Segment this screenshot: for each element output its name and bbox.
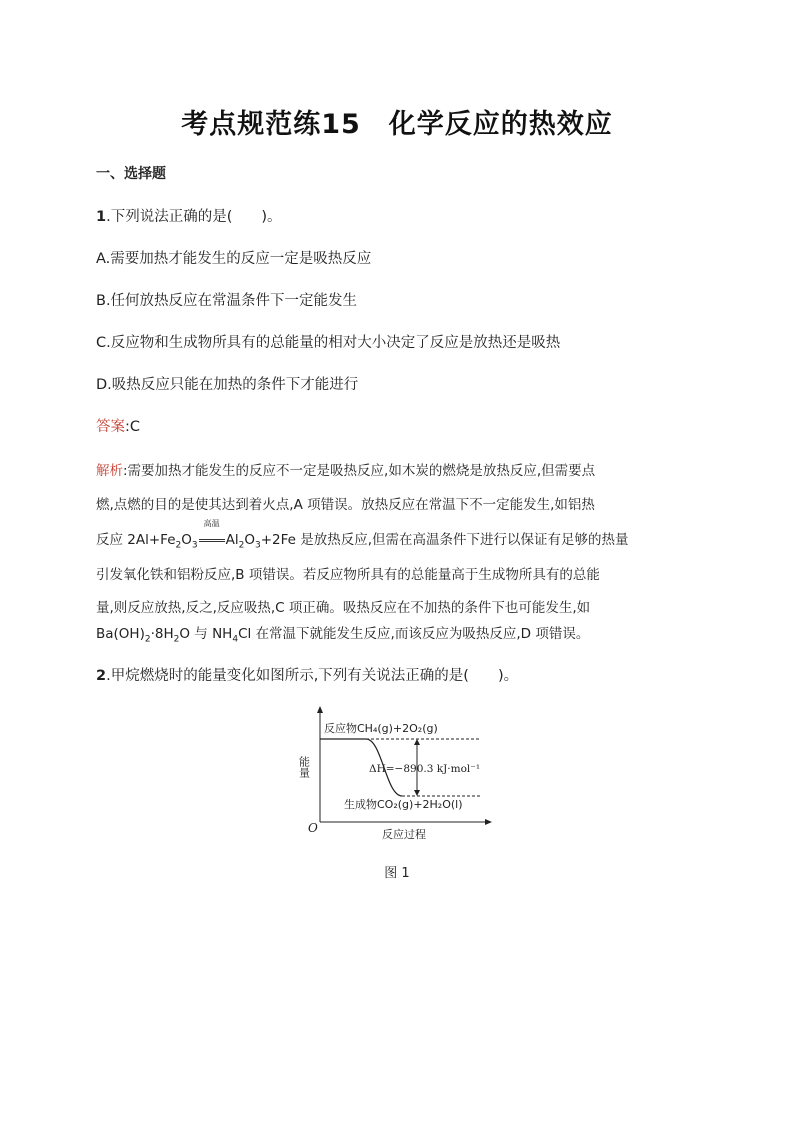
question-text: .甲烷燃烧时的能量变化如图所示,下列有关说法正确的是( )。	[106, 668, 519, 684]
explanation-line-2: 燃,点燃的目的是使其达到着火点,A 项错误。放热反应在常温下不一定能发生,如铝热	[96, 497, 595, 513]
page-title: 考点规范练15 化学反应的热效应	[181, 109, 613, 140]
option-b: B.任何放热反应在常温条件下一定能发生	[96, 293, 358, 309]
question-2-stem	[96, 664, 518, 685]
x-axis-label: 反应过程	[382, 828, 426, 841]
explanation-label: 解析	[96, 463, 123, 479]
explanation-line-3: 反应 $2Al+Fe_2O_3$ 高温 $Al_2O_3+2Fe$ 是放热反应,但需在高温条件下进行以保证有足够的热量	[96, 519, 629, 551]
reaction-condition: 高温	[198, 532, 226, 548]
explanation-line-1: 解析:需要加热才能发生的反应不一定是吸热反应,如木炭的燃烧是放热反应,但需要点	[96, 463, 596, 479]
product-label: 生成物CO₂(g)+2H₂O(l)	[344, 798, 463, 811]
delta-h-label: ΔH=−890.3 kJ·mol⁻¹	[369, 763, 481, 775]
figure-caption: 图 1	[384, 866, 410, 881]
energy-diagram	[297, 700, 498, 845]
explanation-line-5: 量,则反应放热,反之,反应吸热,C 项正确。吸热反应在不加热的条件下也可能发生,如	[96, 600, 591, 616]
question-1-stem	[96, 205, 282, 226]
reactant-label: 反应物CH₄(g)+2O₂(g)	[324, 722, 438, 735]
question-number: 2	[96, 668, 107, 684]
option-c: C.反应物和生成物所具有的总能量的相对大小决定了反应是放热还是吸热	[96, 335, 561, 351]
explanation-line-4: 引发氧化铁和铝粉反应,B 项错误。若反应物所具有的总能量高于生成物所具有的总能	[96, 567, 600, 583]
y-axis-arrow	[317, 706, 323, 713]
answer-line	[96, 415, 140, 436]
option-d: D.吸热反应只能在加热的条件下才能进行	[96, 377, 359, 393]
option-a: A.需要加热才能发生的反应一定是吸热反应	[96, 251, 372, 267]
explanation-line-6: $Ba(OH)_2\cdot 8H_2O$ 与 $NH_4Cl$ 在常温下就能发生反应,而该反应为吸热反应,D 项错误。	[96, 626, 590, 645]
x-axis-arrow	[485, 819, 492, 825]
y-axis-label: 能量	[297, 756, 311, 778]
answer-label: 答案	[96, 419, 125, 435]
answer-value: :C	[125, 419, 141, 435]
origin-label: O	[308, 821, 318, 835]
section-heading: 一、选择题	[96, 166, 166, 182]
question-number: 1	[96, 209, 107, 225]
question-text: .下列说法正确的是( )。	[106, 209, 282, 225]
